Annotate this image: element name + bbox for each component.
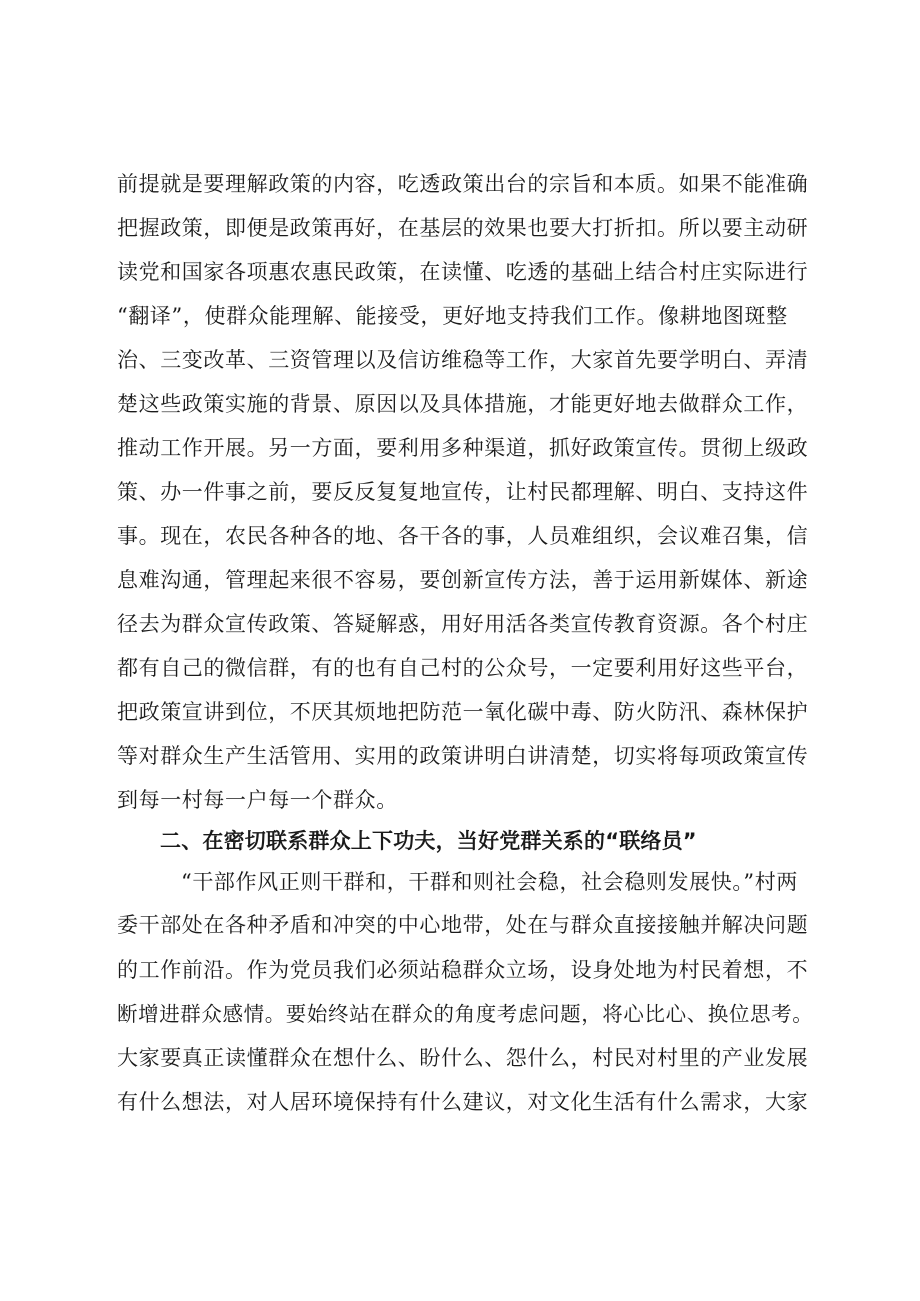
paragraph-1-line-2: 把握政策，即便是政策再好，在基层的效果也要大打折扣。所以要主动研 (117, 216, 809, 240)
paragraph-2-line-1: “干部作风正则干群和，干群和则社会稳，社会稳则发展快。”村两 (181, 870, 798, 894)
paragraph-1-line-7: 推动工作开展。另一方面，要利用多种渠道，抓好政策宣传。贯彻上级政 (117, 436, 809, 460)
paragraph-1-line-6: 楚这些政策实施的背景、原因以及具体措施，才能更好地去做群众工作， (117, 392, 809, 416)
section-heading: 二、在密切联系群众上下功夫，当好党群关系的“联络员” (160, 829, 697, 853)
paragraph-1-line-9: 事。现在，农民各种各的地、各干各的事，人员难组织，会议难召集，信 (117, 524, 809, 548)
paragraph-1-line-13: 把政策宣讲到位，不厌其烦地把防范一氧化碳中毒、防火防汛、森林保护 (117, 700, 809, 724)
paragraph-2-line-3: 的工作前沿。作为党员我们必须站稳群众立场，设身处地为村民着想，不 (117, 958, 809, 982)
paragraph-1-line-15: 到每一村每一户每一个群众。 (117, 788, 398, 812)
paragraph-1-line-11: 径去为群众宣传政策、答疑解惑，用好用活各类宣传教育资源。各个村庄 (117, 612, 809, 636)
paragraph-1-line-8: 策、办一件事之前，要反反复复地宣传，让村民都理解、明白、支持这件 (117, 480, 809, 504)
paragraph-2-line-2: 委干部处在各种矛盾和冲突的中心地带，处在与群众直接接触并解决问题 (117, 913, 809, 937)
paragraph-1-line-3: 读党和国家各项惠农惠民政策，在读懂、吃透的基础上结合村庄实际进行 (117, 260, 809, 284)
paragraph-1-line-12: 都有自己的微信群，有的也有自己村的公众号，一定要利用好这些平台， (117, 656, 809, 680)
paragraph-1-line-4: “翻译”，使群众能理解、能接受，更好地支持我们工作。像耕地图斑整 (117, 304, 788, 328)
paragraph-2-line-5: 大家要真正读懂群众在想什么、盼什么、怨什么，村民对村里的产业发展 (117, 1046, 809, 1070)
paragraph-1-line-14: 等对群众生产生活管用、实用的政策讲明白讲清楚，切实将每项政策宣传 (117, 744, 809, 768)
paragraph-2-line-6: 有什么想法，对人居环境保持有什么建议，对文化生活有什么需求，大家 (117, 1090, 809, 1114)
paragraph-1-line-5: 治、三变改革、三资管理以及信访维稳等工作，大家首先要学明白、弄清 (117, 348, 809, 372)
paragraph-2-line-4: 断增进群众感情。要始终站在群众的角度考虑问题，将心比心、换位思考。 (117, 1002, 814, 1026)
paragraph-1-line-10: 息难沟通，管理起来很不容易，要创新宣传方法，善于运用新媒体、新途 (117, 568, 809, 592)
paragraph-1-line-1: 前提就是要理解政策的内容，吃透政策出台的宗旨和本质。如果不能准确 (117, 172, 809, 196)
